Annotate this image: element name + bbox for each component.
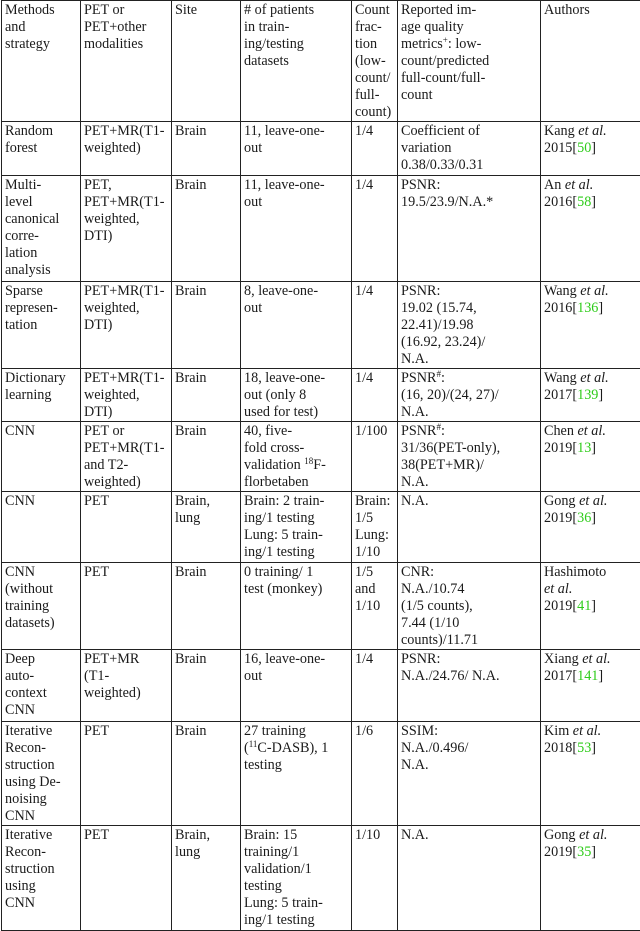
cell-method xyxy=(2,369,81,422)
cell-text: Iterative Recon- struction using De- noising CNN xyxy=(5,723,61,824)
header-site xyxy=(172,1,241,122)
superscript: 18 xyxy=(304,456,313,466)
cell-text: ] xyxy=(598,300,603,316)
superscript: 11 xyxy=(249,739,258,749)
cell-site xyxy=(172,492,241,563)
cell-text: Site xyxy=(175,2,197,18)
et-al-text: et al. xyxy=(565,177,593,193)
citation-link[interactable]: 136 xyxy=(577,300,598,316)
cell-patients xyxy=(241,492,352,563)
cell-text: 1/6 xyxy=(355,723,373,739)
cell-text: PET xyxy=(84,723,109,739)
cell-patients xyxy=(241,122,352,176)
cell-count-fraction xyxy=(352,650,398,722)
cell-patients xyxy=(241,176,352,282)
cell-text: 2015[ xyxy=(544,140,577,156)
cell-text: Reported im- age quality metrics xyxy=(401,2,476,52)
cell-text: PET+MR(T1- weighted, DTI) xyxy=(84,283,165,333)
table-row xyxy=(2,122,640,176)
cell-patients xyxy=(241,563,352,650)
cell-text: 1/4 xyxy=(355,651,373,667)
cell-text: 2019[ xyxy=(544,844,577,860)
cell-text: Kang xyxy=(544,123,578,139)
cell-text: Brain, lung xyxy=(175,493,210,526)
cell-modality xyxy=(81,650,172,722)
cell-quality-metrics xyxy=(398,422,541,492)
cell-method xyxy=(2,422,81,492)
cell-text: CNN xyxy=(5,423,35,439)
superscript: # xyxy=(437,369,442,379)
cell-text: 1/4 xyxy=(355,123,373,139)
cell-text: F- florbetaben xyxy=(244,457,326,490)
table-row xyxy=(2,650,640,722)
cell-text: ] xyxy=(591,440,596,456)
cell-modality xyxy=(81,176,172,282)
table-row xyxy=(2,282,640,369)
cell-count-fraction xyxy=(352,369,398,422)
methods-comparison-table xyxy=(1,0,640,931)
et-al-text: et al. xyxy=(544,581,572,597)
cell-text: 8, leave-one- out xyxy=(244,283,318,316)
cell-count-fraction xyxy=(352,122,398,176)
cell-text: Kim xyxy=(544,723,573,739)
cell-patients xyxy=(241,282,352,369)
cell-quality-metrics xyxy=(398,650,541,722)
table-row xyxy=(2,176,640,282)
cell-text: Dictionary learning xyxy=(5,370,66,403)
cell-text: 2019[ xyxy=(544,510,577,526)
citation-link[interactable]: 35 xyxy=(577,844,591,860)
cell-text: ] xyxy=(591,140,596,156)
citation-link[interactable]: 50 xyxy=(577,140,591,156)
cell-text: # of patients in train- ing/testing datasets xyxy=(244,2,314,69)
table-header-row xyxy=(2,1,640,122)
citation-link[interactable]: 58 xyxy=(577,194,591,210)
cell-site xyxy=(172,369,241,422)
cell-text: CNR: N.A./10.74 (1/5 counts), 7.44 (1/10 counts)/11.71 xyxy=(401,564,478,648)
cell-text: Authors xyxy=(544,2,590,18)
cell-method xyxy=(2,122,81,176)
cell-text: ] xyxy=(591,598,596,614)
cell-count-fraction xyxy=(352,492,398,563)
cell-text: ] xyxy=(591,844,596,860)
cell-text: ] xyxy=(598,668,603,684)
cell-text: Brain xyxy=(175,423,207,439)
cell-count-fraction xyxy=(352,722,398,826)
cell-text: : low- count/predicted full-count/full- count xyxy=(401,36,489,103)
et-al-text: et al. xyxy=(573,723,601,739)
cell-text: Random forest xyxy=(5,123,53,156)
superscript: + xyxy=(443,35,448,45)
table-row xyxy=(2,722,640,826)
cell-text: Coefficient of variation 0.38/0.33/0.31 xyxy=(401,123,483,173)
cell-text: Iterative Recon- struction using CNN xyxy=(5,827,55,911)
cell-authors xyxy=(541,650,640,722)
cell-authors xyxy=(541,563,640,650)
cell-method xyxy=(2,282,81,369)
cell-text: Methods and strategy xyxy=(5,2,55,52)
cell-text: 1/5 and 1/10 xyxy=(355,564,380,614)
cell-modality xyxy=(81,282,172,369)
citation-link[interactable]: 36 xyxy=(577,510,591,526)
cell-text: 2018[ xyxy=(544,740,577,756)
cell-text: Brain: 15 training/1 validation/1 testing Lung: 5 train- ing/1 testing xyxy=(244,827,323,928)
cell-quality-metrics xyxy=(398,369,541,422)
table-body xyxy=(2,122,640,931)
header-count-fraction xyxy=(352,1,398,122)
cell-quality-metrics xyxy=(398,122,541,176)
cell-text: 1/4 xyxy=(355,177,373,193)
cell-site xyxy=(172,422,241,492)
cell-authors xyxy=(541,122,640,176)
cell-text: PSNR: 19.02 (15.74, 22.41)/19.98 (16.92, 23.24)/ N.A. xyxy=(401,283,485,367)
cell-text: PET+MR(T1- weighted, DTI) xyxy=(84,370,165,420)
cell-text: N.A. xyxy=(401,827,429,843)
cell-text: 2019[ xyxy=(544,440,577,456)
cell-modality xyxy=(81,722,172,826)
cell-text: PET xyxy=(84,493,109,509)
cell-text: Wang xyxy=(544,283,580,299)
citation-link[interactable]: 53 xyxy=(577,740,591,756)
et-al-text: et al. xyxy=(578,123,606,139)
cell-text: Hashimoto xyxy=(544,564,606,580)
cell-text: Multi- level canonical corre- lation analysis xyxy=(5,177,59,278)
citation-link[interactable]: 141 xyxy=(577,668,598,684)
cell-patients xyxy=(241,722,352,826)
cell-text: 0 training/ 1 test (monkey) xyxy=(244,564,322,597)
cell-count-fraction xyxy=(352,282,398,369)
cell-text: Brain xyxy=(175,177,207,193)
cell-text: Count frac- tion (low- count/ full- count) xyxy=(355,2,391,120)
cell-authors xyxy=(541,422,640,492)
cell-text: Brain xyxy=(175,651,207,667)
cell-text: 2016[ xyxy=(544,194,577,210)
cell-text: ] xyxy=(598,387,603,403)
cell-text: PSNR: 19.5/23.9/N.A.* xyxy=(401,177,493,210)
cell-quality-metrics xyxy=(398,722,541,826)
cell-patients xyxy=(241,422,352,492)
cell-text: 1/4 xyxy=(355,283,373,299)
cell-text: 18, leave-one- out (only 8 used for test) xyxy=(244,370,325,420)
cell-text: Deep auto- context CNN xyxy=(5,651,47,718)
et-al-text: et al. xyxy=(580,283,608,299)
et-al-text: et al. xyxy=(579,827,607,843)
header-authors xyxy=(541,1,640,122)
cell-authors xyxy=(541,722,640,826)
cell-method xyxy=(2,176,81,282)
cell-patients xyxy=(241,369,352,422)
cell-site xyxy=(172,176,241,282)
cell-text: Brain: 1/5 Lung: 1/10 xyxy=(355,493,390,560)
cell-quality-metrics xyxy=(398,563,541,650)
cell-text: ] xyxy=(591,740,596,756)
cell-authors xyxy=(541,176,640,282)
cell-text: C-DASB), 1 testing xyxy=(244,740,328,773)
cell-count-fraction xyxy=(352,422,398,492)
cell-method xyxy=(2,563,81,650)
cell-text: 2016[ xyxy=(544,300,577,316)
et-al-text: et al. xyxy=(582,651,610,667)
cell-modality xyxy=(81,492,172,563)
cell-text: Gong xyxy=(544,493,579,509)
cell-text: N.A. xyxy=(401,493,429,509)
cell-text: Gong xyxy=(544,827,579,843)
cell-modality xyxy=(81,369,172,422)
cell-text: Brain, lung xyxy=(175,827,210,860)
cell-method xyxy=(2,650,81,722)
cell-text: ] xyxy=(591,510,596,526)
table-row xyxy=(2,563,640,650)
cell-authors xyxy=(541,492,640,563)
cell-method xyxy=(2,722,81,826)
cell-text: Chen xyxy=(544,423,578,439)
cell-authors xyxy=(541,369,640,422)
cell-text: SSIM: N.A./0.496/ N.A. xyxy=(401,723,468,773)
citation-link[interactable]: 139 xyxy=(577,387,598,403)
cell-text: PSNR: N.A./24.76/ N.A. xyxy=(401,651,500,684)
cell-text: 2019[ xyxy=(544,598,577,614)
cell-text: Brain xyxy=(175,283,207,299)
cell-text: Sparse represen- tation xyxy=(5,283,58,333)
cell-text: Wang xyxy=(544,370,580,386)
cell-quality-metrics xyxy=(398,176,541,282)
cell-text: ] xyxy=(591,194,596,210)
et-al-text: et al. xyxy=(579,493,607,509)
cell-method xyxy=(2,492,81,563)
cell-text: 1/100 xyxy=(355,423,387,439)
cell-site xyxy=(172,722,241,826)
table-row xyxy=(2,422,640,492)
cell-patients xyxy=(241,650,352,722)
cell-text: 40, five- fold cross- validation xyxy=(244,423,304,473)
cell-text: PET+MR (T1- weighted) xyxy=(84,651,141,701)
citation-link[interactable]: 13 xyxy=(577,440,591,456)
cell-count-fraction xyxy=(352,563,398,650)
cell-text: An xyxy=(544,177,565,193)
cell-site xyxy=(172,282,241,369)
cell-text: PET+MR(T1- weighted) xyxy=(84,123,165,156)
cell-quality-metrics xyxy=(398,492,541,563)
cell-text: Brain xyxy=(175,123,207,139)
superscript: # xyxy=(437,422,442,432)
citation-link[interactable]: 41 xyxy=(577,598,591,614)
cell-text: PET or PET+other modalities xyxy=(84,2,146,52)
cell-modality xyxy=(81,563,172,650)
header-modality xyxy=(81,1,172,122)
cell-text: 27 training ( xyxy=(244,723,306,756)
cell-text: Brain xyxy=(175,564,207,580)
cell-text: 1/10 xyxy=(355,827,380,843)
cell-text: CNN xyxy=(5,493,35,509)
cell-text: PET, PET+MR(T1- weighted, DTI) xyxy=(84,177,165,244)
cell-text: Xiang xyxy=(544,651,582,667)
cell-text: PSNR xyxy=(401,370,437,386)
cell-text: PET xyxy=(84,827,109,843)
cell-text: Brain: 2 train- ing/1 testing Lung: 5 train- ing/1 testing xyxy=(244,493,324,560)
cell-text: 2017[ xyxy=(544,668,577,684)
header-patients xyxy=(241,1,352,122)
header-quality-metrics xyxy=(398,1,541,122)
cell-text: Brain xyxy=(175,723,207,739)
cell-modality xyxy=(81,122,172,176)
cell-text: 1/4 xyxy=(355,370,373,386)
cell-text: CNN (without training datasets) xyxy=(5,564,55,631)
cell-modality xyxy=(81,422,172,492)
cell-text: 2017[ xyxy=(544,387,577,403)
cell-site xyxy=(172,650,241,722)
header-method xyxy=(2,1,81,122)
cell-site xyxy=(172,122,241,176)
table-row xyxy=(2,492,640,563)
cell-text: : 31/36(PET-only), 38(PET+MR)/ N.A. xyxy=(401,423,500,490)
cell-count-fraction xyxy=(352,176,398,282)
table-row xyxy=(2,369,640,422)
cell-text: : (16, 20)/(24, 27)/ N.A. xyxy=(401,370,499,420)
cell-quality-metrics xyxy=(398,282,541,369)
cell-authors xyxy=(541,282,640,369)
cell-text: 11, leave-one- out xyxy=(244,123,325,156)
cell-site xyxy=(172,563,241,650)
cell-text: PET xyxy=(84,564,109,580)
cell-text: PET or PET+MR(T1- and T2- weighted) xyxy=(84,423,165,490)
et-al-text: et al. xyxy=(578,423,606,439)
cell-text: 11, leave-one- out xyxy=(244,177,325,210)
cell-text: 16, leave-one- out xyxy=(244,651,325,684)
et-al-text: et al. xyxy=(580,370,608,386)
cell-text: PSNR xyxy=(401,423,437,439)
cell-text: Brain xyxy=(175,370,207,386)
